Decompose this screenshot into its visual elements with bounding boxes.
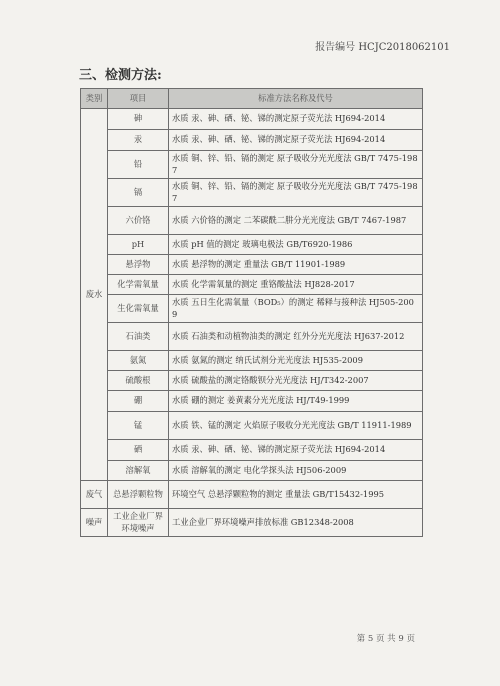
category-cell: 废气 [81, 481, 108, 509]
table-row [81, 275, 423, 295]
method-cell: 水质 氨氮的测定 纳氏试剂分光光度法 HJ535-2009 [169, 351, 423, 371]
header-item: 项目 [108, 89, 169, 109]
table-row [81, 351, 423, 371]
table-row [81, 295, 423, 323]
item-cell: 硼 [108, 391, 169, 412]
item-cell: 石油类 [108, 323, 169, 351]
item-cell: 工业企业厂界环境噪声 [108, 509, 169, 537]
method-cell: 水质 汞、砷、硒、铋、锑的测定原子荧光法 HJ694-2014 [169, 130, 423, 151]
table-row [81, 179, 423, 207]
method-cell: 工业企业厂界环境噪声排放标准 GB12348-2008 [169, 509, 423, 537]
method-cell: 水质 五日生化需氧量（BOD₅）的测定 稀释与接种法 HJ505-2009 [169, 295, 423, 323]
table-row [81, 440, 423, 461]
item-cell: 铅 [108, 151, 169, 179]
method-cell: 水质 六价铬的测定 二苯碳酰二肼分光光度法 GB/T 7467-1987 [169, 207, 423, 235]
table-row [81, 109, 423, 130]
table-row [81, 151, 423, 179]
table-row [81, 371, 423, 391]
method-cell: 水质 溶解氧的测定 电化学探头法 HJ506-2009 [169, 461, 423, 481]
table-row [81, 255, 423, 275]
table-row [81, 235, 423, 255]
methods-table [80, 88, 423, 537]
method-cell: 水质 铁、锰的测定 火焰原子吸收分光光度法 GB/T 11911-1989 [169, 412, 423, 440]
table-row [81, 207, 423, 235]
item-cell: 镉 [108, 179, 169, 207]
table-row [81, 412, 423, 440]
item-cell: 生化需氧量 [108, 295, 169, 323]
method-cell: 水质 悬浮物的测定 重量法 GB/T 11901-1989 [169, 255, 423, 275]
method-cell: 水质 铜、锌、铅、镉的测定 原子吸收分光光度法 GB/T 7475-1987 [169, 179, 423, 207]
method-cell: 水质 汞、砷、硒、铋、锑的测定原子荧光法 HJ694-2014 [169, 109, 423, 130]
table-row [81, 461, 423, 481]
item-cell: 化学需氧量 [108, 275, 169, 295]
item-cell: pH [108, 235, 169, 255]
category-cell: 废水 [81, 109, 108, 481]
table-row [81, 481, 423, 509]
item-cell: 溶解氧 [108, 461, 169, 481]
item-cell: 硒 [108, 440, 169, 461]
table-row [81, 391, 423, 412]
report-number: 报告编号 HCJC2018062101 [315, 42, 450, 53]
table-header-row [81, 89, 423, 109]
item-cell: 六价铬 [108, 207, 169, 235]
method-cell: 水质 硫酸盐的测定铬酸钡分光光度法 HJ/T342-2007 [169, 371, 423, 391]
header-category: 类别 [81, 89, 108, 109]
section-title: 三、检测方法: [79, 68, 162, 83]
method-cell: 水质 化学需氧量的测定 重铬酸盐法 HJ828-2017 [169, 275, 423, 295]
table-body [81, 109, 423, 537]
method-cell: 水质 硼的测定 姜黄素分光光度法 HJ/T49-1999 [169, 391, 423, 412]
page-number: 第 5 页 共 9 页 [356, 634, 415, 644]
method-cell: 水质 铜、锌、铅、镉的测定 原子吸收分光光度法 GB/T 7475-1987 [169, 151, 423, 179]
method-cell: 水质 pH 值的测定 玻璃电极法 GB/T6920-1986 [169, 235, 423, 255]
item-cell: 总悬浮颗粒物 [108, 481, 169, 509]
item-cell: 汞 [108, 130, 169, 151]
item-cell: 锰 [108, 412, 169, 440]
header-method: 标准方法名称及代号 [169, 89, 423, 109]
method-cell: 水质 石油类和动植物油类的测定 红外分光光度法 HJ637-2012 [169, 323, 423, 351]
method-cell: 水质 汞、砷、硒、铋、锑的测定原子荧光法 HJ694-2014 [169, 440, 423, 461]
table-row [81, 323, 423, 351]
table-row [81, 130, 423, 151]
item-cell: 砷 [108, 109, 169, 130]
item-cell: 硫酸根 [108, 371, 169, 391]
table-row [81, 509, 423, 537]
item-cell: 氨氮 [108, 351, 169, 371]
method-cell: 环境空气 总悬浮颗粒物的测定 重量法 GB/T15432-1995 [169, 481, 423, 509]
item-cell: 悬浮物 [108, 255, 169, 275]
category-cell: 噪声 [81, 509, 108, 537]
